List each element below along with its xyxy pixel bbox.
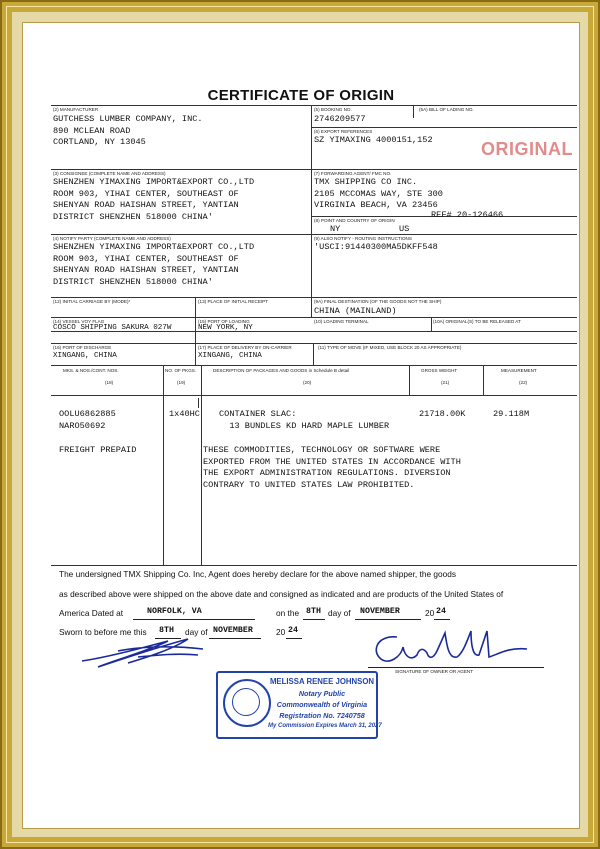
forwarding-agent-label: (7) FORWARDING AGENT/ FMC NO. <box>314 171 392 176</box>
also-notify-value: 'USCI:91440300MA5DKFF548 <box>314 242 438 252</box>
rule <box>311 105 312 317</box>
loading-terminal-label: (10) LOADING TERMINAL <box>314 319 369 324</box>
declaration-line-1: The undersigned TMX Shipping Co. Inc, Agent does hereby declare for the above named shipper, the goods <box>59 569 456 579</box>
dated-month: NOVEMBER <box>360 607 400 616</box>
notify-party-value: SHENZHEN YIMAXING IMPORT&EXPORT CO.,LTD ROOM 903, YIHAI CENTER, SOUTHEAST OF SHENYAN ROAD HAISHAN STREET, YANTIAN DISTRICT SHENZHEN 518000 CHINA' <box>53 242 255 287</box>
freight-prepaid: FREIGHT PREPAID <box>59 445 137 455</box>
rule <box>51 105 577 106</box>
gross-weight-value: 21718.00K <box>419 409 466 419</box>
rule <box>409 365 410 395</box>
container-marks: OOLU6862885 NARO50692 <box>59 409 116 431</box>
consignee-label: (3) CONSIGNEE (COMPLETE NAME AND ADDRESS) <box>53 171 166 176</box>
rule <box>51 169 577 170</box>
rule <box>311 297 312 317</box>
rule <box>313 343 314 365</box>
final-destination-label: (9A) FINAL DESTINATION (OF THE GOODS NOT THE SHIP) <box>314 299 442 304</box>
notify-party-label: (4) NOTIFY PARTY (COMPLETE NAME AND ADDRESS) <box>53 236 171 241</box>
on-the-label: on the <box>276 608 300 618</box>
origin-point: NY <box>330 224 341 234</box>
signature-label: SIGNATURE OF OWNER OR AGENT <box>395 669 474 674</box>
bill-of-lading-label: (5A) BILL OF LADING NO. <box>419 107 474 112</box>
final-destination-value: CHINA (MAINLAND) <box>314 306 397 316</box>
agent-signature <box>367 617 547 669</box>
sworn-label: Sworn to before me this <box>59 627 147 637</box>
pkgs-header: NO. OF PKGS. <box>165 368 197 373</box>
port-loading-label: (15) PORT OF LOADING <box>198 319 250 324</box>
booking-no-label: (5) BOOKING NO. <box>314 107 352 112</box>
rule <box>51 365 577 366</box>
consignee-value: SHENZHEN YIMAXING IMPORT&EXPORT CO.,LTD ROOM 903, YIHAI CENTER, SOUTHEAST OF SHENYAN ROAD HAISHAN STREET, YANTIAN DISTRICT SHENZHEN 518000 CHINA' <box>53 177 255 222</box>
initial-carriage-label: (12) INITIAL CARRIAGE BY (MODE)* <box>53 299 131 304</box>
year-prefix-2: 20 <box>276 627 286 637</box>
pkgs-number: (19) <box>177 380 186 385</box>
declaration-line-2: as described above were shipped on the above date and consigned as indicated and are products of the United States of <box>59 589 504 599</box>
place-delivery-label: (17) PLACE OF DELIVERY BY ON-CARRIER <box>198 345 292 350</box>
virginia-seal-icon <box>223 679 271 727</box>
forwarding-agent-value: TMX SHIPPING CO INC. 2105 MCCOMAS WAY, STE 300 VIRGINIA BEACH, VA 23456 <box>314 177 443 211</box>
marks-number: (18) <box>105 380 114 385</box>
dated-place: NORFOLK, VA <box>147 607 202 616</box>
rule <box>51 343 577 344</box>
notary-stamp <box>216 671 382 739</box>
port-discharge-value: XINGANG, CHINA <box>53 352 117 360</box>
also-notify-label: (9) ALSO NOTIFY - ROUTING INSTRUCTIONS <box>314 236 412 241</box>
original-released-label: (10A) ORIGINAL(S) TO BE RELEASED AT <box>433 319 521 324</box>
type-move-label: (11) TYPE OF MOVE (IF MIXED, USE BLOCK 20 AS APPROPRIATE) <box>318 345 462 350</box>
rule <box>413 105 414 118</box>
sworn-year: 24 <box>288 626 298 635</box>
rule <box>51 395 577 396</box>
vessel-value: COSCO SHIPPING SAKURA 027W <box>53 324 172 332</box>
port-discharge-label: (16) PORT OF DISCHARGE <box>53 345 112 350</box>
day-of-label: day of <box>328 608 351 618</box>
description-header: DESCRIPTION OF PACKAGES AND GOODS in Schedule B detail <box>213 368 350 373</box>
certificate-document <box>22 22 580 829</box>
package-count: 1x40HC <box>169 409 200 419</box>
marks-header: MKS. & NOS./CONT. NOS. <box>63 368 119 373</box>
manufacturer-value: GUTCHESS LUMBER COMPANY, INC. 890 MCLEAN ROAD CORTLAND, NY 13045 <box>53 114 203 148</box>
tick-mark <box>198 398 199 408</box>
rule <box>311 127 577 128</box>
stamp-line: My Commission Expires March 31, 2027 <box>268 723 382 729</box>
underline <box>303 619 325 620</box>
measurement-header: MEASUREMENT <box>501 368 537 373</box>
gross-weight-number: (21) <box>441 380 450 385</box>
origin-country: US <box>399 224 410 234</box>
original-mark: ORIGINAL <box>481 139 573 159</box>
page-title: CERTIFICATE OF ORIGIN <box>207 87 395 104</box>
sworn-day: 8TH <box>159 626 174 635</box>
description-number: (20) <box>303 380 312 385</box>
dated-year: 24 <box>436 607 446 616</box>
stamp-line: Registration No. 7240758 <box>279 711 365 720</box>
stamp-line: MELISSA RENEE JOHNSON <box>269 677 375 686</box>
export-references-label: (6) EXPORT REFERENCES <box>314 129 373 134</box>
ref-number: REF# 20-126466 <box>431 210 504 220</box>
underline <box>133 619 255 620</box>
measurement-number: (22) <box>519 380 528 385</box>
sworn-month: NOVEMBER <box>213 626 253 635</box>
rule <box>483 365 484 395</box>
goods-description: CONTAINER SLAC: 13 BUNDLES KD HARD MAPLE LUMBER <box>219 409 390 431</box>
dated-day: 8TH <box>306 607 321 616</box>
rule <box>431 317 432 331</box>
notary-signature <box>78 627 218 673</box>
rule <box>51 297 577 298</box>
port-loading-value: NEW YORK, NY <box>198 324 253 332</box>
point-country-label: (8) POINT AND COUNTRY OF ORIGIN <box>314 218 395 223</box>
place-receipt-label: (13) PLACE OF INITIAL RECEIPT <box>198 299 269 304</box>
measurement-value: 29.118M <box>493 409 530 419</box>
stamp-line: Notary Public <box>298 689 346 698</box>
rule <box>51 565 577 566</box>
rule <box>51 234 577 235</box>
manufacturer-label: (2) MANUFACTURER <box>53 107 99 112</box>
booking-no-value: 2746209577 <box>314 114 366 124</box>
export-references-value: SZ YIMAXING 4000151,152 <box>314 135 433 145</box>
export-statement: THESE COMMODITIES, TECHNOLOGY OR SOFTWARE WERE EXPORTED FROM THE UNITED STATES IN ACCORDANCE WITH THE EXPORT ADMINISTRATION REGULATIONS. DIVERSION CONTRARY TO UNITED STATES LAW PROHIBITED. <box>203 445 461 490</box>
vessel-label: (14) VESSEL VOY FLAG <box>53 319 105 324</box>
sworn-day-of-label: day of <box>185 627 208 637</box>
stamp-line: Commonwealth of Virginia <box>276 700 368 709</box>
year-prefix-1: 20 <box>425 608 435 618</box>
america-dated-at: America Dated at <box>59 608 124 618</box>
underline <box>286 638 302 639</box>
gross-weight-header: GROSS WEIGHT <box>421 368 458 373</box>
place-delivery-value: XINGANG, CHINA <box>198 352 262 360</box>
